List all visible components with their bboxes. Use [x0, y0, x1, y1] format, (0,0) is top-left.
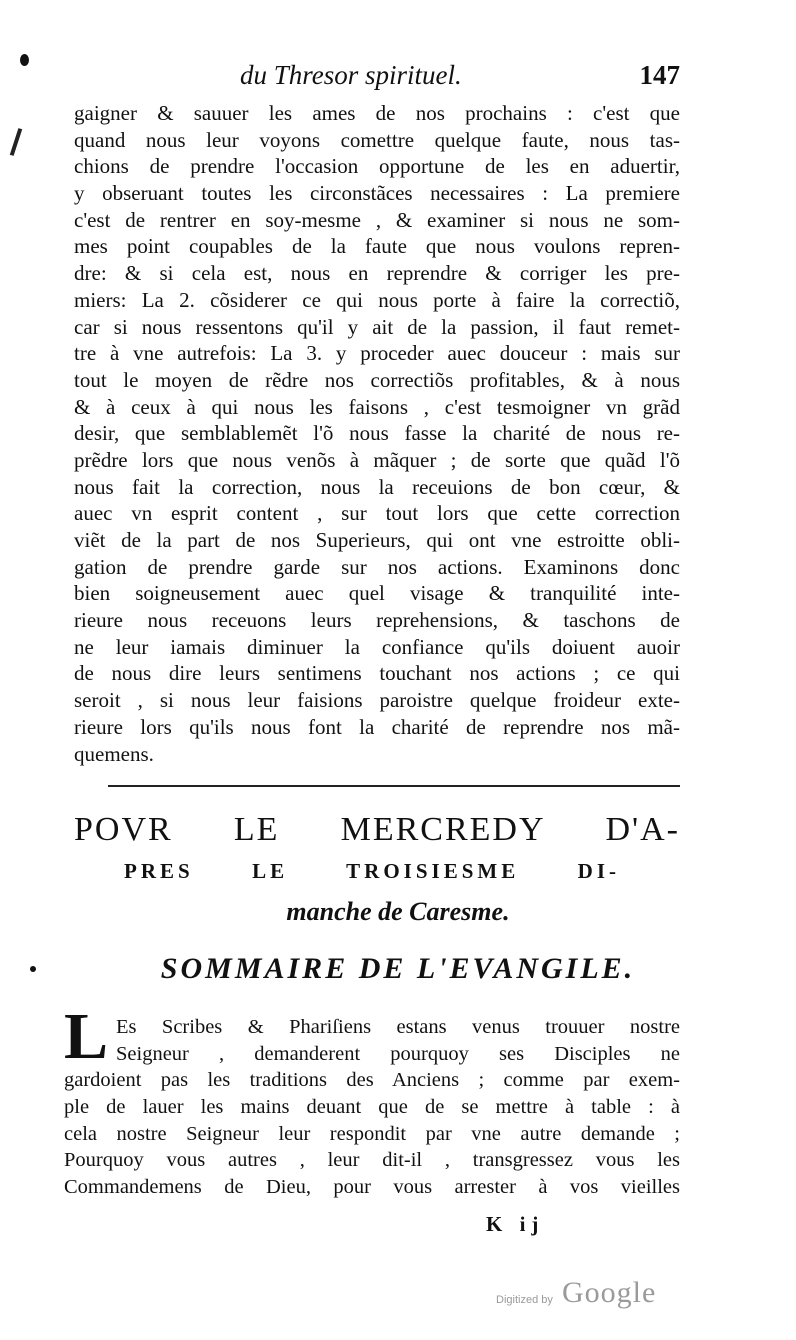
body-line: & à ceux à qui nous les faisons , c'est tesmoigner vn grãd: [74, 394, 680, 419]
section-heading-line-3: manche de Caresme.: [286, 897, 510, 926]
section-divider: [108, 785, 680, 787]
body-line: car si nous ressentons qu'il y ait de la passion, il faut remet-: [74, 314, 680, 339]
body-text: [74, 100, 680, 767]
summary-text: [64, 1014, 680, 1201]
body-line: tre à vne autrefois: La 3. y proceder auec douceur : mais sur: [74, 341, 680, 366]
margin-mark: [10, 128, 22, 156]
body-line: rieure lors qu'ils nous font la charité de reprendre nos mã-: [74, 714, 680, 739]
page-number: 147: [639, 60, 680, 90]
body-line: bien soigneusement auec quel visage & tranquilité inte-: [74, 581, 680, 606]
body-line: mes point coupables de la faute que nous voulons repren-: [74, 234, 680, 259]
body-line: viẽt de la part de nos Superieurs, qui ont vne estroitte obli-: [74, 528, 680, 552]
google-watermark: [496, 1276, 692, 1316]
body-line: desir, que semblablemẽt l'õ nous fasse la charité de nous re-: [74, 421, 680, 446]
body-line: c'est de rentrer en soy-mesme , & examiner si nous ne som-: [74, 207, 680, 232]
body-line: gaigner & sauuer les ames de nos prochains : c'est que: [74, 101, 680, 125]
summary-line: Commandemens de Dieu, pour vous arrester à vos vieilles: [64, 1176, 680, 1199]
watermark-brand: Google: [562, 1276, 657, 1309]
section-heading-line-1: POVR LE MERCREDY D'A-: [74, 811, 680, 848]
section-heading-line-2: PRES LE TROISIESME DI-: [124, 859, 620, 883]
body-line: nous fait la correction, nous la receuions de bon cœur, &: [74, 474, 680, 499]
summary-line: cela nostre Seigneur leur respondit par vne autre demande ;: [64, 1122, 680, 1145]
summary-line: ple de lauer les mains deuant que de se mettre à table : à: [64, 1096, 680, 1119]
summary-line: gardoient pas les traditions des Anciens ; comme par exem-: [64, 1069, 680, 1092]
body-line: auec vn esprit content , sur tout lors que cette correction: [74, 501, 680, 526]
body-line: quemens.: [74, 741, 154, 766]
body-line: prẽdre lors que nous venõs à mãquer ; de sorte que quãd l'õ: [74, 447, 680, 472]
body-line: y obseruant toutes les circonstãces necessaires : La premiere: [74, 181, 680, 206]
body-line: quand nous leur voyons comettre quelque faute, nous tas-: [74, 127, 680, 152]
summary-line: Seigneur , demanderent pourquoy ses Disciples ne: [116, 1042, 680, 1065]
drop-cap: L: [64, 1000, 109, 1073]
body-line: rieure nous receuons leurs reprehensions, & taschons de: [74, 608, 680, 633]
body-line: dre: & si cela est, nous en reprendre & corriger les pre-: [74, 261, 680, 286]
body-line: ne leur iamais diminuer la confiance qu'ils doiuent auoir: [74, 634, 680, 659]
signature-mark: K ij: [486, 1212, 545, 1236]
running-title: du Thresor spirituel.: [240, 60, 462, 90]
body-line: chions de prendre l'occasion opportune de les en aduertir,: [74, 154, 680, 179]
summary-title: SOMMAIRE DE L'EVANGILE.: [160, 952, 636, 985]
body-line: de nous dire leurs sentimens touchant nos actions ; ce qui: [74, 661, 680, 686]
summary-line: Es Scribes & Phariſiens estans venus trouuer nostre: [116, 1016, 680, 1038]
body-line: tout le moyen de rẽdre nos correctiõs profitables, & à nous: [74, 367, 680, 392]
watermark-digitized: Digitized by: [496, 1294, 553, 1306]
body-line: seroit , si nous leur faisions paroistre quelque froideur exte-: [74, 688, 680, 713]
summary-line: Pourquoy vous autres , leur dit-il , transgressez vous les: [64, 1149, 680, 1172]
body-line: gation de prendre garde sur nos actions. Examinons donc: [74, 554, 680, 579]
body-line: miers: La 2. cõsiderer ce qui nous porte à faire la correctiõ,: [74, 287, 680, 312]
running-head: [240, 60, 680, 96]
margin-dot-top: [20, 54, 29, 66]
